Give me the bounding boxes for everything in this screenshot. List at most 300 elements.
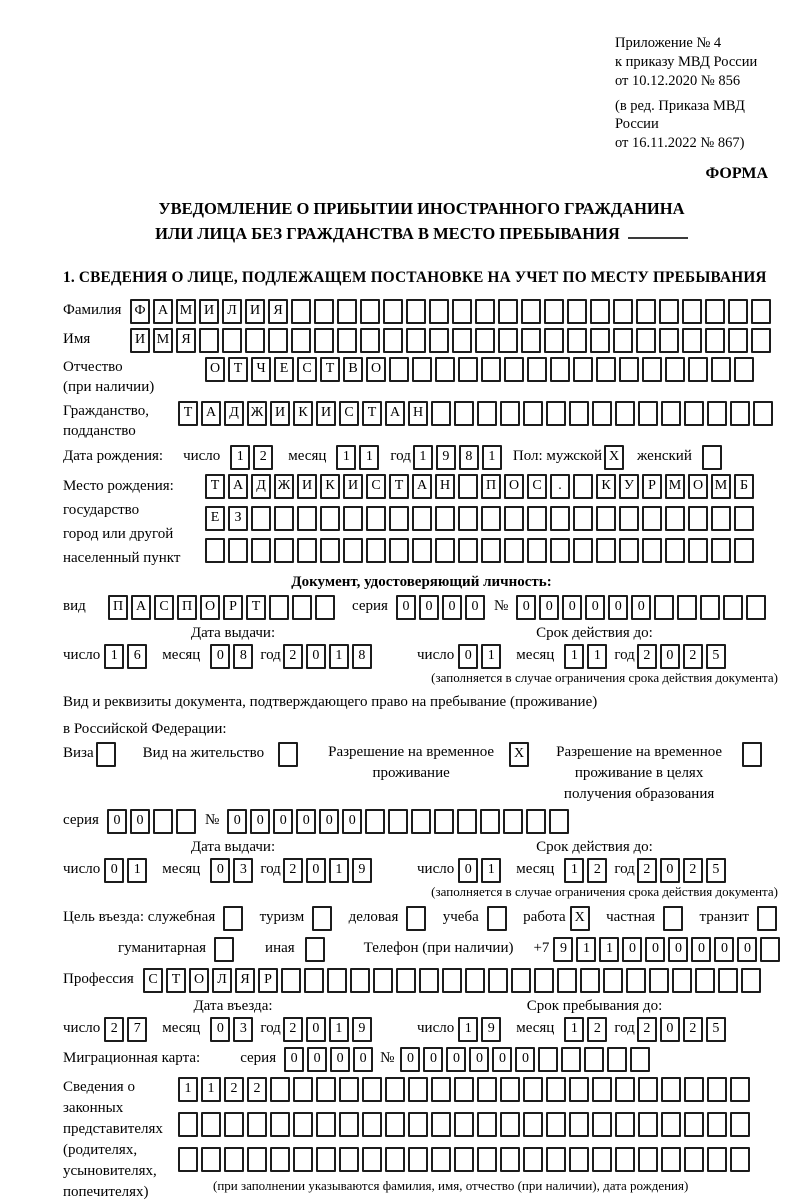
char-box[interactable]: О	[366, 357, 386, 382]
char-box[interactable]	[373, 968, 393, 993]
char-box[interactable]	[626, 968, 646, 993]
char-box[interactable]: Р	[258, 968, 278, 993]
char-box[interactable]	[431, 401, 451, 426]
char-box[interactable]: Р	[223, 595, 243, 620]
visa-checkbox[interactable]	[96, 742, 119, 767]
char-box[interactable]	[383, 299, 403, 324]
char-box[interactable]	[337, 328, 357, 353]
char-box[interactable]	[711, 357, 731, 382]
char-box[interactable]: 0	[307, 1047, 327, 1072]
char-box[interactable]	[504, 538, 524, 563]
char-box[interactable]	[550, 357, 570, 382]
stay-month-field[interactable]	[564, 1017, 610, 1042]
char-box[interactable]: П	[481, 474, 501, 499]
char-box[interactable]	[615, 1112, 635, 1137]
char-box[interactable]	[176, 809, 196, 834]
char-box[interactable]	[567, 328, 587, 353]
char-box[interactable]	[408, 1077, 428, 1102]
profession-field[interactable]	[143, 968, 764, 993]
char-box[interactable]	[201, 1112, 221, 1137]
char-box[interactable]: 2	[683, 858, 703, 883]
representatives-field-row1[interactable]	[178, 1077, 753, 1102]
char-box[interactable]	[661, 1112, 681, 1137]
char-box[interactable]: 8	[352, 644, 372, 669]
char-box[interactable]	[320, 538, 340, 563]
char-box[interactable]	[544, 299, 564, 324]
char-box[interactable]	[538, 1047, 558, 1072]
birth-month-field[interactable]	[336, 445, 382, 470]
char-box[interactable]	[661, 1077, 681, 1102]
char-box[interactable]	[293, 1112, 313, 1137]
char-box[interactable]: В	[343, 357, 363, 382]
char-box[interactable]	[590, 299, 610, 324]
char-box[interactable]: 0	[423, 1047, 443, 1072]
res-valid-year-field[interactable]	[637, 858, 729, 883]
char-box[interactable]	[270, 1112, 290, 1137]
stay-year-field[interactable]	[637, 1017, 729, 1042]
char-box[interactable]	[320, 506, 340, 531]
mig-series-field[interactable]	[284, 1047, 376, 1072]
char-box[interactable]	[607, 1047, 627, 1072]
char-box[interactable]: А	[412, 474, 432, 499]
char-box[interactable]: 0	[660, 644, 680, 669]
char-box[interactable]	[228, 538, 248, 563]
char-box[interactable]	[728, 299, 748, 324]
char-box[interactable]	[408, 1112, 428, 1137]
char-box[interactable]	[434, 809, 454, 834]
char-box[interactable]	[569, 1077, 589, 1102]
char-box[interactable]	[454, 1147, 474, 1172]
char-box[interactable]	[224, 1147, 244, 1172]
char-box[interactable]	[293, 1147, 313, 1172]
char-box[interactable]: О	[189, 968, 209, 993]
char-box[interactable]: 0	[319, 809, 339, 834]
char-box[interactable]: И	[270, 401, 290, 426]
char-box[interactable]: 0	[714, 937, 734, 962]
char-box[interactable]	[561, 1047, 581, 1072]
doc-issue-day-field[interactable]	[104, 644, 150, 669]
char-box[interactable]	[707, 1077, 727, 1102]
char-box[interactable]	[452, 328, 472, 353]
char-box[interactable]: 1	[564, 858, 584, 883]
char-box[interactable]	[684, 401, 704, 426]
char-box[interactable]	[477, 1112, 497, 1137]
char-box[interactable]	[654, 595, 674, 620]
char-box[interactable]	[223, 906, 243, 931]
char-box[interactable]	[596, 357, 616, 382]
char-box[interactable]: 2	[283, 858, 303, 883]
char-box[interactable]	[498, 299, 518, 324]
char-box[interactable]: 0	[353, 1047, 373, 1072]
char-box[interactable]	[475, 299, 495, 324]
char-box[interactable]	[642, 357, 662, 382]
birthplace-field-row3[interactable]	[205, 538, 757, 563]
doc-number-field[interactable]	[516, 595, 769, 620]
res-issue-day-field[interactable]	[104, 858, 150, 883]
char-box[interactable]: 0	[660, 1017, 680, 1042]
char-box[interactable]	[642, 506, 662, 531]
char-box[interactable]: 5	[706, 858, 726, 883]
char-box[interactable]	[707, 401, 727, 426]
char-box[interactable]: 0	[104, 858, 124, 883]
char-box[interactable]	[642, 538, 662, 563]
char-box[interactable]	[695, 968, 715, 993]
char-box[interactable]: О	[504, 474, 524, 499]
char-box[interactable]	[567, 299, 587, 324]
char-box[interactable]: Ж	[247, 401, 267, 426]
char-box[interactable]: 1	[481, 858, 501, 883]
purpose-transit-checkbox[interactable]	[757, 906, 780, 931]
char-box[interactable]: 0	[539, 595, 559, 620]
char-box[interactable]	[475, 328, 495, 353]
char-box[interactable]	[534, 968, 554, 993]
char-box[interactable]	[730, 1077, 750, 1102]
char-box[interactable]: 0	[608, 595, 628, 620]
temp-residence-checkbox[interactable]	[509, 742, 532, 767]
char-box[interactable]	[178, 1147, 198, 1172]
char-box[interactable]	[205, 538, 225, 563]
char-box[interactable]: 1	[178, 1077, 198, 1102]
char-box[interactable]	[312, 906, 332, 931]
res-number-field[interactable]	[227, 809, 572, 834]
char-box[interactable]	[269, 595, 289, 620]
char-box[interactable]	[661, 1147, 681, 1172]
char-box[interactable]: Б	[734, 474, 754, 499]
citizenship-field[interactable]	[178, 401, 776, 426]
char-box[interactable]	[702, 445, 722, 470]
char-box[interactable]	[406, 299, 426, 324]
char-box[interactable]: 0	[645, 937, 665, 962]
char-box[interactable]	[292, 595, 312, 620]
char-box[interactable]	[503, 809, 523, 834]
char-box[interactable]	[178, 1112, 198, 1137]
birth-day-field[interactable]	[230, 445, 276, 470]
char-box[interactable]	[705, 299, 725, 324]
char-box[interactable]: С	[297, 357, 317, 382]
char-box[interactable]	[442, 968, 462, 993]
char-box[interactable]: Т	[362, 401, 382, 426]
char-box[interactable]	[362, 1147, 382, 1172]
char-box[interactable]: .	[550, 474, 570, 499]
char-box[interactable]: 1	[329, 858, 349, 883]
char-box[interactable]: 0	[446, 1047, 466, 1072]
char-box[interactable]	[278, 742, 298, 767]
res-valid-month-field[interactable]	[564, 858, 610, 883]
char-box[interactable]: 2	[683, 1017, 703, 1042]
char-box[interactable]: Т	[166, 968, 186, 993]
doc-valid-day-field[interactable]	[458, 644, 504, 669]
char-box[interactable]: 0	[273, 809, 293, 834]
char-box[interactable]	[661, 401, 681, 426]
char-box[interactable]	[619, 538, 639, 563]
char-box[interactable]	[730, 1147, 750, 1172]
char-box[interactable]: Н	[408, 401, 428, 426]
char-box[interactable]: Я	[268, 299, 288, 324]
char-box[interactable]: 0	[210, 644, 230, 669]
char-box[interactable]: 0	[306, 1017, 326, 1042]
entry-month-field[interactable]	[210, 1017, 256, 1042]
sex-male-checkbox[interactable]	[604, 445, 627, 470]
char-box[interactable]	[682, 299, 702, 324]
char-box[interactable]	[419, 968, 439, 993]
char-box[interactable]	[458, 357, 478, 382]
char-box[interactable]	[366, 506, 386, 531]
char-box[interactable]	[360, 299, 380, 324]
char-box[interactable]: 0	[107, 809, 127, 834]
char-box[interactable]	[337, 299, 357, 324]
char-box[interactable]	[711, 506, 731, 531]
char-box[interactable]	[672, 968, 692, 993]
char-box[interactable]: М	[153, 328, 173, 353]
char-box[interactable]	[546, 1077, 566, 1102]
char-box[interactable]	[498, 328, 518, 353]
char-box[interactable]	[500, 1112, 520, 1137]
char-box[interactable]: 0	[306, 858, 326, 883]
char-box[interactable]	[247, 1147, 267, 1172]
char-box[interactable]	[385, 1112, 405, 1137]
char-box[interactable]	[753, 401, 773, 426]
char-box[interactable]: 0	[296, 809, 316, 834]
char-box[interactable]	[682, 328, 702, 353]
char-box[interactable]: П	[177, 595, 197, 620]
char-box[interactable]	[431, 1112, 451, 1137]
char-box[interactable]: X	[509, 742, 529, 767]
char-box[interactable]	[270, 1077, 290, 1102]
char-box[interactable]	[546, 401, 566, 426]
representatives-field-row3[interactable]	[178, 1147, 753, 1172]
patronymic-field[interactable]	[205, 357, 757, 382]
purpose-work-checkbox[interactable]	[570, 906, 593, 931]
char-box[interactable]	[201, 1147, 221, 1172]
char-box[interactable]: 1	[564, 1017, 584, 1042]
char-box[interactable]: 0	[306, 644, 326, 669]
char-box[interactable]: Т	[228, 357, 248, 382]
char-box[interactable]: 1	[359, 445, 379, 470]
char-box[interactable]	[454, 1077, 474, 1102]
char-box[interactable]: М	[176, 299, 196, 324]
char-box[interactable]	[592, 401, 612, 426]
char-box[interactable]	[751, 328, 771, 353]
char-box[interactable]	[457, 809, 477, 834]
char-box[interactable]: 5	[706, 1017, 726, 1042]
char-box[interactable]	[412, 357, 432, 382]
char-box[interactable]: К	[320, 474, 340, 499]
char-box[interactable]	[730, 1112, 750, 1137]
char-box[interactable]	[339, 1077, 359, 1102]
char-box[interactable]	[339, 1147, 359, 1172]
char-box[interactable]	[688, 538, 708, 563]
char-box[interactable]: И	[316, 401, 336, 426]
char-box[interactable]	[281, 968, 301, 993]
char-box[interactable]	[557, 968, 577, 993]
char-box[interactable]: И	[245, 299, 265, 324]
char-box[interactable]	[718, 968, 738, 993]
sex-female-checkbox[interactable]	[702, 445, 725, 470]
char-box[interactable]	[435, 538, 455, 563]
char-box[interactable]	[527, 357, 547, 382]
res-series-field[interactable]	[107, 809, 199, 834]
char-box[interactable]: К	[293, 401, 313, 426]
char-box[interactable]	[523, 1112, 543, 1137]
char-box[interactable]	[590, 328, 610, 353]
char-box[interactable]	[723, 595, 743, 620]
purpose-other-checkbox[interactable]	[305, 937, 328, 962]
char-box[interactable]	[730, 401, 750, 426]
char-box[interactable]: 6	[127, 644, 147, 669]
char-box[interactable]: 0	[210, 858, 230, 883]
char-box[interactable]	[677, 595, 697, 620]
char-box[interactable]: Т	[246, 595, 266, 620]
char-box[interactable]	[500, 1077, 520, 1102]
temp-residence-edu-checkbox[interactable]	[742, 742, 765, 767]
char-box[interactable]: 0	[130, 809, 150, 834]
char-box[interactable]	[544, 328, 564, 353]
birthplace-field-row1[interactable]	[205, 474, 757, 499]
char-box[interactable]: 9	[553, 937, 573, 962]
char-box[interactable]	[350, 968, 370, 993]
char-box[interactable]	[316, 1147, 336, 1172]
char-box[interactable]: 2	[587, 858, 607, 883]
char-box[interactable]	[638, 1077, 658, 1102]
char-box[interactable]	[546, 1147, 566, 1172]
char-box[interactable]: 1	[201, 1077, 221, 1102]
char-box[interactable]	[487, 906, 507, 931]
char-box[interactable]	[573, 357, 593, 382]
char-box[interactable]: 0	[342, 809, 362, 834]
char-box[interactable]: 2	[247, 1077, 267, 1102]
char-box[interactable]	[573, 538, 593, 563]
char-box[interactable]	[573, 506, 593, 531]
char-box[interactable]	[746, 595, 766, 620]
char-box[interactable]	[477, 1147, 497, 1172]
char-box[interactable]	[224, 1112, 244, 1137]
char-box[interactable]	[458, 538, 478, 563]
char-box[interactable]	[480, 809, 500, 834]
char-box[interactable]: 0	[691, 937, 711, 962]
char-box[interactable]	[385, 1077, 405, 1102]
char-box[interactable]	[580, 968, 600, 993]
doc-valid-year-field[interactable]	[637, 644, 729, 669]
char-box[interactable]	[454, 401, 474, 426]
char-box[interactable]	[592, 1147, 612, 1172]
char-box[interactable]: Е	[274, 357, 294, 382]
char-box[interactable]	[274, 506, 294, 531]
char-box[interactable]: Е	[205, 506, 225, 531]
doc-kind-field[interactable]	[108, 595, 338, 620]
char-box[interactable]	[705, 328, 725, 353]
char-box[interactable]: 0	[227, 809, 247, 834]
char-box[interactable]	[429, 299, 449, 324]
res-valid-day-field[interactable]	[458, 858, 504, 883]
char-box[interactable]: 0	[400, 1047, 420, 1072]
char-box[interactable]: 1	[329, 1017, 349, 1042]
mig-number-field[interactable]	[400, 1047, 653, 1072]
char-box[interactable]	[526, 809, 546, 834]
char-box[interactable]	[592, 1112, 612, 1137]
char-box[interactable]	[569, 1112, 589, 1137]
char-box[interactable]: С	[154, 595, 174, 620]
char-box[interactable]	[389, 506, 409, 531]
char-box[interactable]	[406, 906, 426, 931]
char-box[interactable]: 1	[564, 644, 584, 669]
char-box[interactable]	[638, 1112, 658, 1137]
char-box[interactable]: О	[688, 474, 708, 499]
char-box[interactable]: 2	[283, 644, 303, 669]
char-box[interactable]	[477, 1077, 497, 1102]
purpose-private-checkbox[interactable]	[663, 906, 686, 931]
char-box[interactable]: Л	[222, 299, 242, 324]
char-box[interactable]: У	[619, 474, 639, 499]
char-box[interactable]	[707, 1147, 727, 1172]
char-box[interactable]: 9	[436, 445, 456, 470]
char-box[interactable]	[305, 937, 325, 962]
purpose-business-checkbox[interactable]	[406, 906, 429, 931]
char-box[interactable]	[615, 1147, 635, 1172]
char-box[interactable]	[383, 328, 403, 353]
char-box[interactable]: Т	[178, 401, 198, 426]
char-box[interactable]	[222, 328, 242, 353]
char-box[interactable]: 0	[330, 1047, 350, 1072]
char-box[interactable]	[684, 1077, 704, 1102]
char-box[interactable]: Ж	[274, 474, 294, 499]
char-box[interactable]	[659, 328, 679, 353]
char-box[interactable]	[153, 809, 173, 834]
surname-field[interactable]	[130, 299, 774, 324]
char-box[interactable]	[389, 538, 409, 563]
char-box[interactable]: 2	[224, 1077, 244, 1102]
char-box[interactable]: И	[130, 328, 150, 353]
char-box[interactable]	[527, 538, 547, 563]
char-box[interactable]	[684, 1147, 704, 1172]
char-box[interactable]	[314, 299, 334, 324]
char-box[interactable]	[245, 328, 265, 353]
char-box[interactable]	[741, 968, 761, 993]
char-box[interactable]	[412, 506, 432, 531]
char-box[interactable]	[429, 328, 449, 353]
char-box[interactable]	[546, 1112, 566, 1137]
char-box[interactable]	[360, 328, 380, 353]
char-box[interactable]: 8	[233, 644, 253, 669]
char-box[interactable]: Ч	[251, 357, 271, 382]
char-box[interactable]	[339, 1112, 359, 1137]
char-box[interactable]	[314, 328, 334, 353]
char-box[interactable]	[734, 506, 754, 531]
char-box[interactable]: Н	[435, 474, 455, 499]
char-box[interactable]	[297, 538, 317, 563]
res-issue-year-field[interactable]	[283, 858, 375, 883]
char-box[interactable]: 2	[637, 644, 657, 669]
char-box[interactable]: 0	[210, 1017, 230, 1042]
char-box[interactable]: М	[711, 474, 731, 499]
char-box[interactable]: 0	[515, 1047, 535, 1072]
char-box[interactable]: С	[143, 968, 163, 993]
char-box[interactable]: А	[228, 474, 248, 499]
char-box[interactable]	[521, 299, 541, 324]
stay-day-field[interactable]	[458, 1017, 504, 1042]
char-box[interactable]	[711, 538, 731, 563]
char-box[interactable]	[365, 809, 385, 834]
char-box[interactable]	[270, 1147, 290, 1172]
char-box[interactable]: 1	[336, 445, 356, 470]
char-box[interactable]	[688, 357, 708, 382]
char-box[interactable]: 0	[737, 937, 757, 962]
char-box[interactable]: 0	[516, 595, 536, 620]
char-box[interactable]	[435, 357, 455, 382]
char-box[interactable]: 9	[352, 1017, 372, 1042]
char-box[interactable]	[569, 401, 589, 426]
char-box[interactable]	[649, 968, 669, 993]
res-issue-month-field[interactable]	[210, 858, 256, 883]
